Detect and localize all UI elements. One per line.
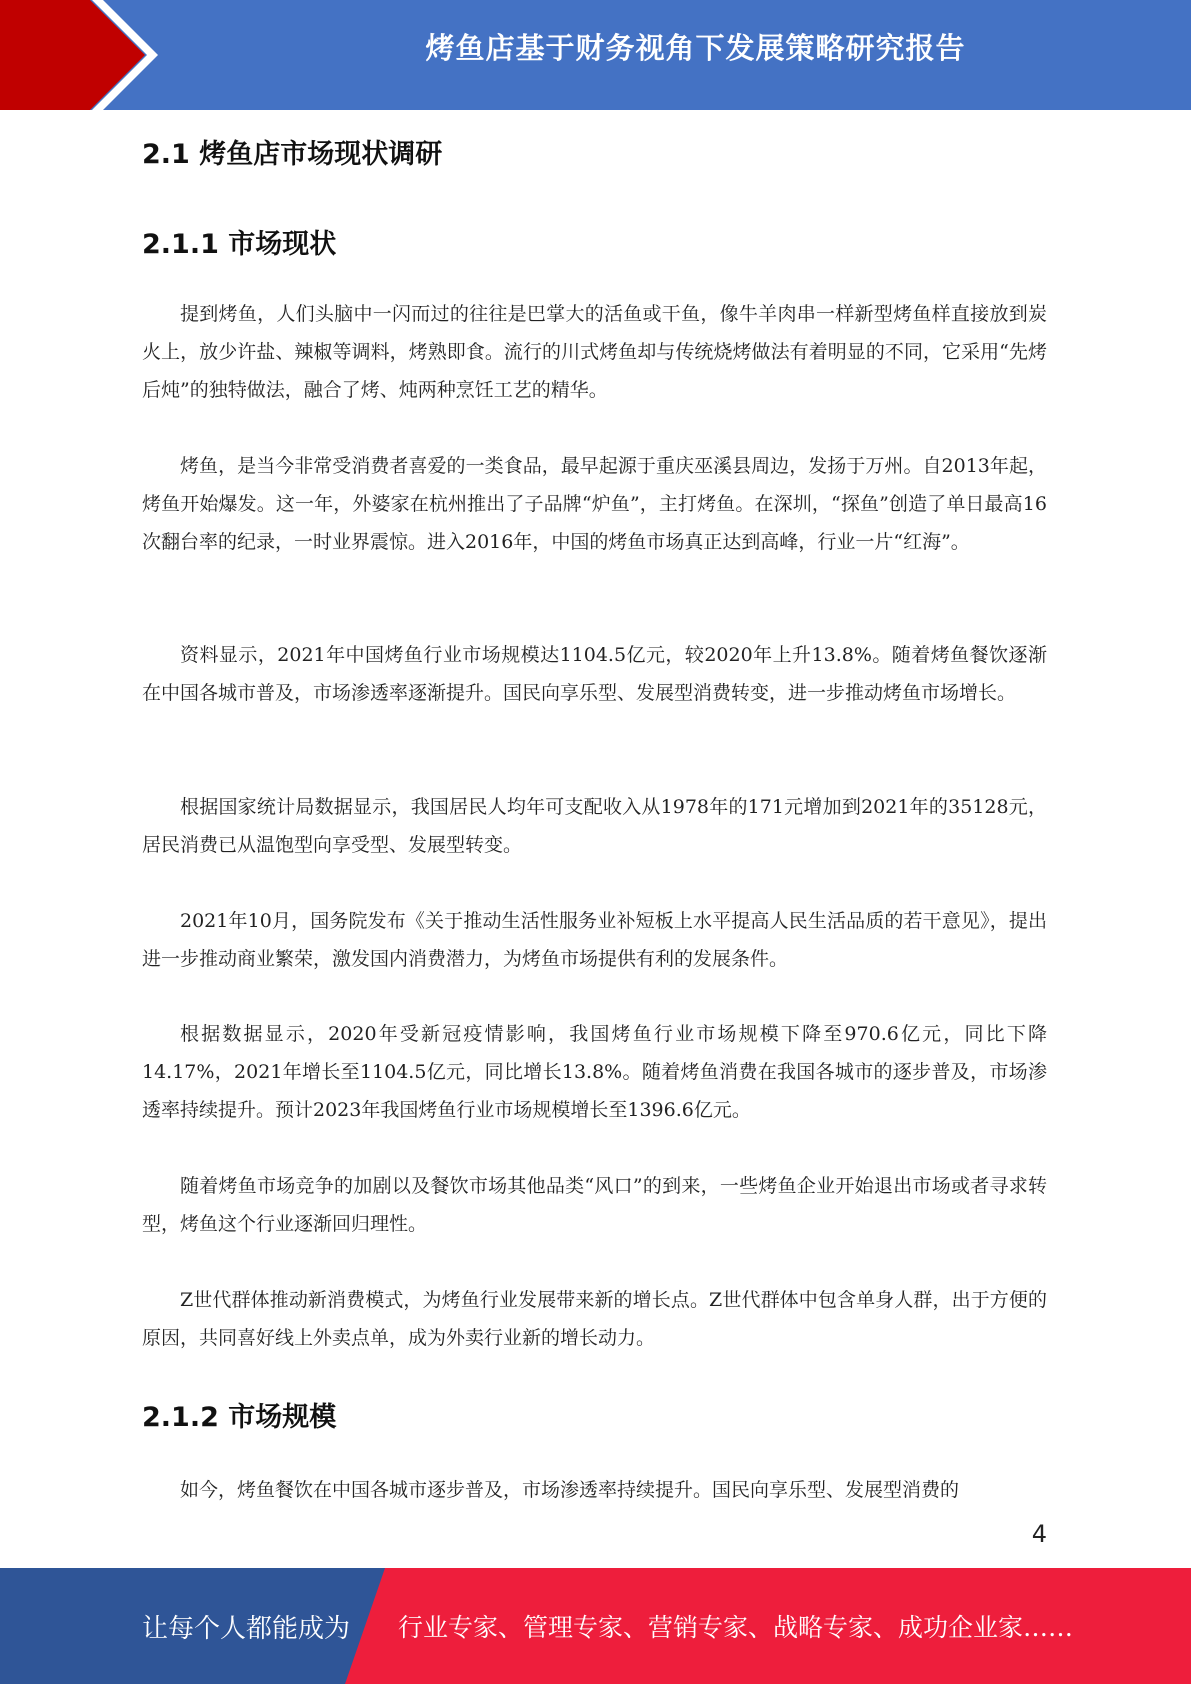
section-heading-2-1-2: 2.1.2 市场规模 xyxy=(142,1402,337,1433)
paragraph-2: 烤鱼，是当今非常受消费者喜爱的一类食品，最早起源于重庆巫溪县周边，发扬于万州。自2013年起，烤鱼开始爆发。这一年，外婆家在杭州推出了子品牌“炉鱼”，主打烤鱼。在深圳，“探鱼”创造了单日最高16次翻台率的纪录，一时业界震惊。进入2016年，中国的烤鱼市场真正达到高峰，行业一片“红海”。 xyxy=(142,455,1047,553)
page-number: 4 xyxy=(1031,1520,1047,1548)
footer-slogan-left: 让每个人都能成为 xyxy=(142,1614,351,1644)
paragraph-4: 根据国家统计局数据显示，我国居民人均年可支配收入从1978年的171元增加到2021年的35128元，居民消费已从温饱型向享受型、发展型转变。 xyxy=(142,796,1047,856)
header-red-arrow xyxy=(0,0,145,110)
paragraph-7: 随着烤鱼市场竞争的加剧以及餐饮市场其他品类“风口”的到来，一些烤鱼企业开始退出市场或者寻求转型，烤鱼这个行业逐渐回归理性。 xyxy=(142,1175,1047,1235)
paragraph-5: 2021年10月，国务院发布《关于推动生活性服务业补短板上水平提高人民生活品质的若干意见》，提出进一步推动商业繁荣，激发国内消费潜力，为烤鱼市场提供有利的发展条件。 xyxy=(142,910,1047,970)
paragraph-1: 提到烤鱼，人们头脑中一闪而过的往往是巴掌大的活鱼或干鱼，像牛羊肉串一样新型烤鱼样直接放到炭火上，放少许盐、辣椒等调料，烤熟即食。流行的川式烤鱼却与传统烧烤做法有着明显的不同，它采用“先烤后炖”的独特做法，融合了烤、炖两种烹饪工艺的精华。 xyxy=(142,303,1047,401)
footer-banner xyxy=(0,1568,1191,1684)
footer-slogan-right: 行业专家、管理专家、营销专家、战略专家、成功企业家…… xyxy=(398,1613,1074,1642)
header-banner xyxy=(0,0,1191,110)
paragraph-9: 如今，烤鱼餐饮在中国各城市逐步普及，市场渗透率持续提升。国民向享乐型、发展型消费的 xyxy=(180,1479,960,1501)
paragraph-6: 根据数据显示，2020年受新冠疫情影响，我国烤鱼行业市场规模下降至970.6亿元，同比下降14.17%，2021年增长至1104.5亿元，同比增长13.8%。随着烤鱼消费在我国各城市的逐步普及，市场渗透率持续提升。预计2023年我国烤鱼行业市场规模增长至1396.6亿元。 xyxy=(142,1023,1047,1121)
section-heading-2-1-1: 2.1.1 市场现状 xyxy=(142,229,337,260)
paragraph-8: Z世代群体推动新消费模式，为烤鱼行业发展带来新的增长点。Z世代群体中包含单身人群，出于方便的原因，共同喜好线上外卖点单，成为外卖行业新的增长动力。 xyxy=(142,1289,1047,1349)
paragraph-3: 资料显示，2021年中国烤鱼行业市场规模达1104.5亿元，较2020年上升13.8%。随着烤鱼餐饮逐渐在中国各城市普及，市场渗透率逐渐提升。国民向享乐型、发展型消费转变，进一步推动烤鱼市场增长。 xyxy=(142,644,1047,704)
document-title: 烤鱼店基于财务视角下发展策略研究报告 xyxy=(425,31,966,65)
section-heading-2-1: 2.1 烤鱼店市场现状调研 xyxy=(142,139,443,170)
